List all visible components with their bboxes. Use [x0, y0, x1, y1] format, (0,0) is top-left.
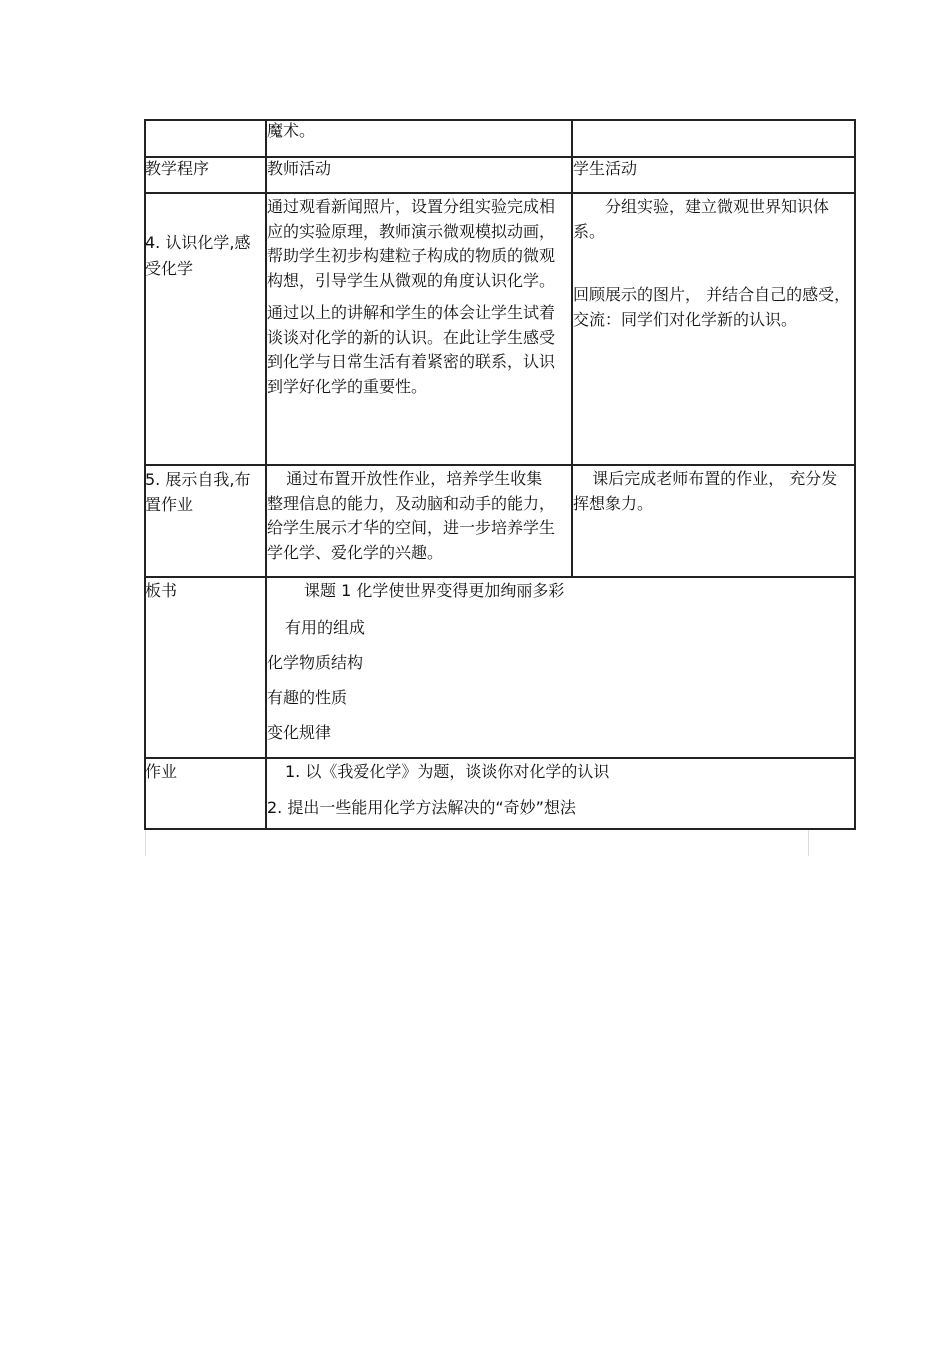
row-divider [144, 464, 856, 466]
faint-rule [808, 830, 809, 856]
header-student [573, 157, 853, 181]
stage-4 [145, 230, 263, 282]
student-activity-4-paragraph-1: 分组实验，建立微观世界知识体系。 [573, 197, 830, 241]
teacher-activity-4-paragraph-1: 通过观看新闻照片，设置分组实验完成相应的实验原理，教师演示微观模拟动画，帮助学生初步构建粒子构成的物质的微观构想，引导学生从微观的角度认识化学。 [267, 197, 556, 290]
cell-teacher-continuation [267, 119, 569, 143]
teacher-activity-5-text: 通过布置开放性作业，培养学生收集整理信息的能力，及动脑和动手的能力，给学生展示才华的空间，进一步培养学生学化学、爱化学的兴趣。 [267, 469, 556, 562]
teacher-activity-4 [267, 195, 557, 399]
stage-5-text: 5. 展示自我,布置作业 [145, 470, 251, 514]
homework-label-text: 作业 [145, 762, 178, 781]
board-line-1: 有用的组成 [285, 618, 366, 637]
row-divider [144, 576, 856, 578]
header-teacher [267, 157, 569, 181]
teacher-continuation-text: 魔术。 [267, 121, 316, 140]
stage-5 [145, 467, 263, 517]
header-stage-text: 教学程序 [145, 159, 210, 178]
teacher-activity-4-paragraph-2: 通过以上的讲解和学生的体会让学生试着谈谈对化学的新的认识。在此让学生感受到化学与日常生活有着紧密的联系，认识到学好化学的重要性。 [267, 303, 556, 396]
header-teacher-text: 教师活动 [267, 159, 332, 178]
teacher-activity-5 [267, 467, 557, 565]
homework-item-1: 1. 以《我爱化学》为题，谈谈你对化学的认识 [285, 762, 610, 781]
homework-item-2: 2. 提出一些能用化学方法解决的“奇妙”想法 [267, 798, 576, 817]
row-divider [144, 757, 856, 759]
board-title: 课题 1 化学使世界变得更加绚丽多彩 [304, 581, 565, 600]
faint-rule [145, 830, 146, 856]
board-line-3: 有趣的性质 [267, 688, 348, 707]
stage-4-text: 4. 认识化学,感受化学 [145, 233, 251, 278]
student-activity-4 [573, 195, 853, 332]
student-activity-4-paragraph-2: 回顾展示的图片， 并结合自己的感受，交流：同学们对化学新的认识。 [573, 285, 851, 329]
board-line-2: 化学物质结构 [267, 653, 364, 672]
header-stage [145, 157, 263, 181]
student-activity-5-text: 课后完成老师布置的作业， 充分发挥想象力。 [573, 469, 838, 513]
board-label [145, 579, 263, 603]
student-activity-5 [573, 467, 853, 516]
header-student-text: 学生活动 [573, 159, 638, 178]
row-divider [144, 192, 856, 194]
board-label-text: 板书 [145, 581, 178, 600]
homework-label [145, 760, 263, 784]
board-line-4: 变化规律 [267, 723, 332, 742]
